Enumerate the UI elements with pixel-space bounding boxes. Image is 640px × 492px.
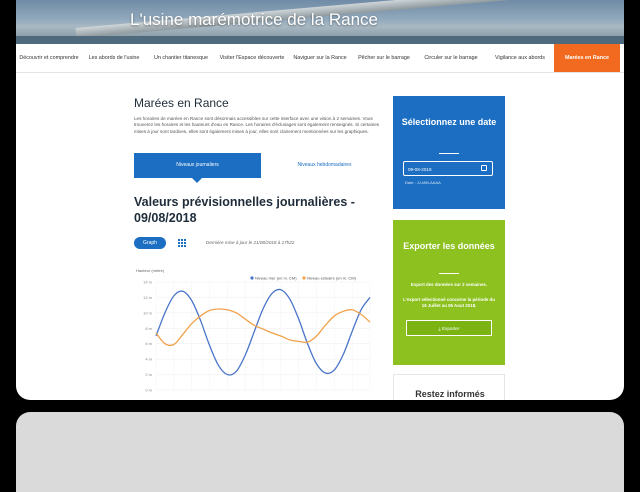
browser-frame (16, 0, 624, 400)
nav-item[interactable]: Circuler sur le barrage (424, 55, 478, 61)
tide-chart (134, 262, 374, 400)
export-button-label: Exporter (441, 326, 460, 331)
y-tick-label: 10 m (143, 310, 152, 316)
y-tick-label: 8 m (145, 325, 152, 331)
tabs (134, 153, 388, 178)
y-tick-label: 6 m (145, 341, 152, 347)
legend-label: Niveau estuaire (en m. CM) (307, 275, 356, 281)
nav-item[interactable]: Visiter l'Espace découverte (219, 55, 285, 61)
export-button[interactable] (406, 320, 492, 336)
grid-icon[interactable] (178, 239, 186, 247)
nav-item[interactable]: Vigilance aux abords (495, 55, 545, 61)
y-tick-label: 14 m (143, 279, 152, 285)
nav-item[interactable]: Découvrir et comprendre (19, 55, 79, 61)
tab-weekly[interactable]: Niveaux hebdomadaires (297, 162, 352, 168)
y-axis-label: Hauteur (mètre) (136, 268, 165, 273)
water-image (16, 36, 624, 44)
hero-banner (16, 0, 624, 44)
nav-item[interactable]: Les abords de l'usine (88, 55, 140, 61)
info-card-title: Restez informés (415, 389, 485, 399)
date-card-title: Sélectionnez une date (401, 117, 497, 127)
date-card (393, 96, 505, 209)
nav-item[interactable]: Pêcher sur le barrage (358, 55, 410, 61)
main-nav (16, 44, 624, 73)
y-tick-label: 12 m (143, 294, 152, 300)
export-card-title: Exporter les données (403, 241, 495, 251)
reflection (16, 412, 624, 492)
legend-label: Niveau mer (en m. CM) (255, 275, 297, 281)
graph-toggle-button[interactable]: Graph (134, 237, 166, 249)
tab-daily[interactable]: Niveaux journaliers (134, 153, 261, 178)
last-update-text: Dernière mise à jour le 21/08/2018 à 17h22 (206, 240, 295, 245)
y-tick-label: 0 m (145, 387, 152, 393)
intro-text: Les horaires de marées en Rance sont désormais accessibles sur cette interface avec une vision à 2 semaines. Vous trouverez les horaires et les hauteurs d'eau en Rance. Les horaires d'éclusages sont également renseignés. Si certaines mises à jour sont tardives, elles sont également mises à jour, elles sont clairement mentionnées sur les graphiques. (134, 116, 380, 134)
legend-marker (302, 276, 305, 279)
info-card (393, 374, 505, 400)
page-title: Marées en Rance (134, 96, 229, 110)
date-input[interactable]: 09-08-2018 (403, 161, 493, 176)
divider (439, 273, 459, 274)
section-title: Valeurs prévisionnelles journalières - 09/08/2018 (134, 195, 355, 225)
nav-item-active[interactable]: Marées en Rance (554, 44, 620, 72)
legend-marker (250, 276, 253, 279)
download-icon: ⤓ (438, 326, 442, 331)
nav-item[interactable]: Un chantier titanesque (154, 55, 208, 61)
y-tick-label: 2 m (145, 372, 152, 378)
nav-item[interactable]: Naviguer sur la Rance (293, 55, 347, 61)
y-tick-label: 4 m (145, 356, 152, 362)
export-text-1: Export des données sur 2 semaines. (410, 282, 488, 287)
export-text-2: L'export sélectionné concerne la période du 16 Juillet au 05 Aout 2018. (403, 297, 495, 308)
date-hint: Date : JJ-MM-AAAA (405, 180, 441, 185)
calendar-icon[interactable] (481, 165, 487, 171)
export-card (393, 220, 505, 365)
divider (439, 153, 459, 154)
site-title: L'usine marémotrice de la Rance (130, 10, 378, 29)
